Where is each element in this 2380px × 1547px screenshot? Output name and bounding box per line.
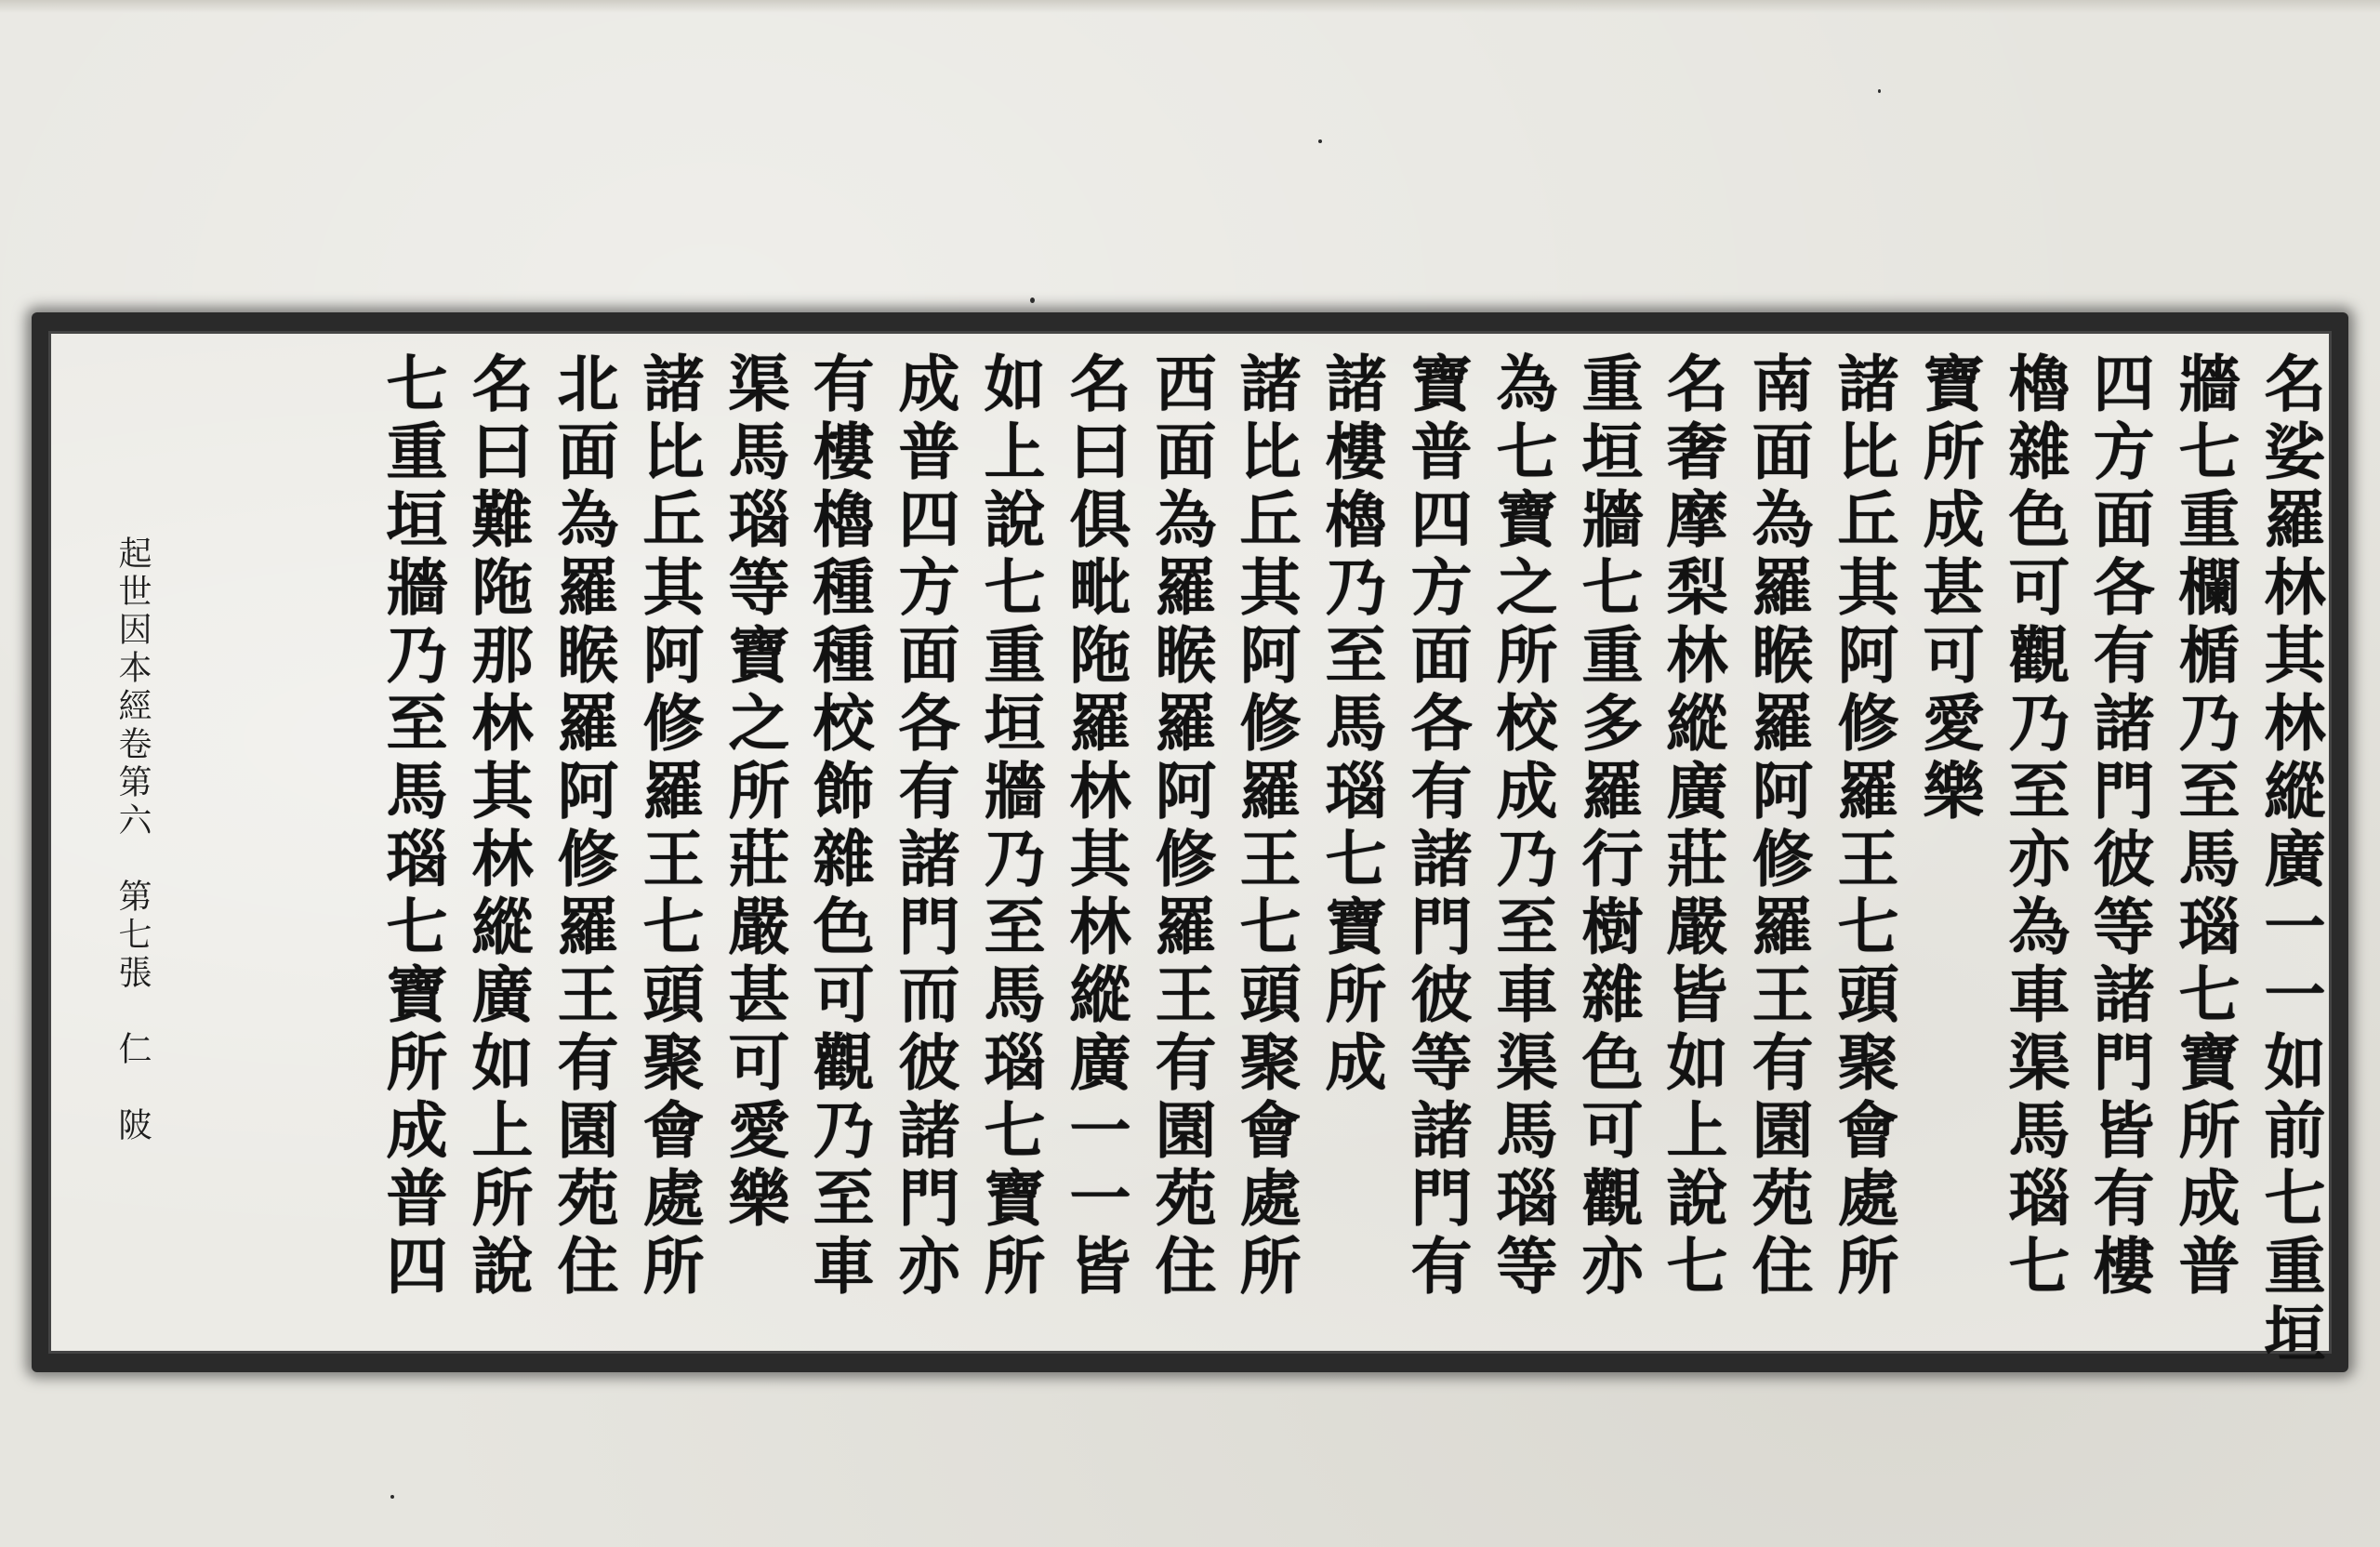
text-column: 名曰俱毗陁羅林其林縱廣一一皆 — [1059, 351, 1131, 1302]
text-column: 櫓雜色可觀乃至亦為車渠馬瑙七 — [1998, 351, 2070, 1302]
text-column: 諸比丘其阿修羅王七頭聚會處所 — [632, 351, 705, 1302]
paper-speck — [1878, 89, 1881, 93]
text-column: 為七寶之所校成乃至車渠馬瑙等 — [1486, 351, 1558, 1302]
text-column: 諸樓櫓乃至馬瑙七寶所成 — [1315, 351, 1387, 1098]
paper-speck — [1318, 139, 1322, 143]
text-column: 七重垣牆乃至馬瑙七寶所成普四 — [376, 351, 448, 1302]
text-column: 名曰難陁那林其林縱廣如上所說 — [461, 351, 534, 1302]
text-column: 南面為羅睺羅阿修羅王有園苑住 — [1741, 351, 1814, 1302]
text-column: 寶普四方面各有諸門彼等諸門有 — [1400, 351, 1473, 1302]
text-column: 諸比丘其阿修羅王七頭聚會處所 — [1229, 351, 1302, 1302]
text-column: 四方面各有諸門彼等諸門皆有樓 — [2082, 351, 2155, 1302]
text-column: 如上說七重垣牆乃至馬瑙七寶所 — [973, 351, 1046, 1302]
text-column: 成普四方面各有諸門而彼諸門亦 — [888, 351, 960, 1302]
text-column: 重垣牆七重多羅行樹雜色可觀亦 — [1571, 351, 1644, 1302]
text-column: 西面為羅睺羅阿修羅王有園苑住 — [1144, 351, 1217, 1302]
folio-line: 起世因本經卷第六 第七張 仁 陂 — [113, 536, 152, 1145]
text-column: 牆七重欄楯乃至馬瑙七寶所成普 — [2168, 351, 2241, 1302]
text-column: 北面為羅睺羅阿修羅王有園苑住 — [547, 351, 619, 1302]
text-column: 渠馬瑙等寶之所莊嚴甚可愛樂 — [718, 351, 790, 1234]
paper-speck — [390, 1495, 394, 1499]
paper-speck — [1030, 298, 1035, 303]
text-column: 諸比丘其阿修羅王七頭聚會處所 — [1827, 351, 1899, 1302]
text-column: 有樓櫓種種校飾雜色可觀乃至車 — [802, 351, 875, 1302]
text-column: 名娑羅林其林縱廣一一如前七重垣 — [2254, 351, 2326, 1369]
text-column: 名奢摩梨林縱廣莊嚴皆如上說七 — [1656, 351, 1728, 1302]
text-column: 寶所成甚可愛樂 — [1912, 351, 1985, 826]
top-edge — [0, 0, 2380, 13]
